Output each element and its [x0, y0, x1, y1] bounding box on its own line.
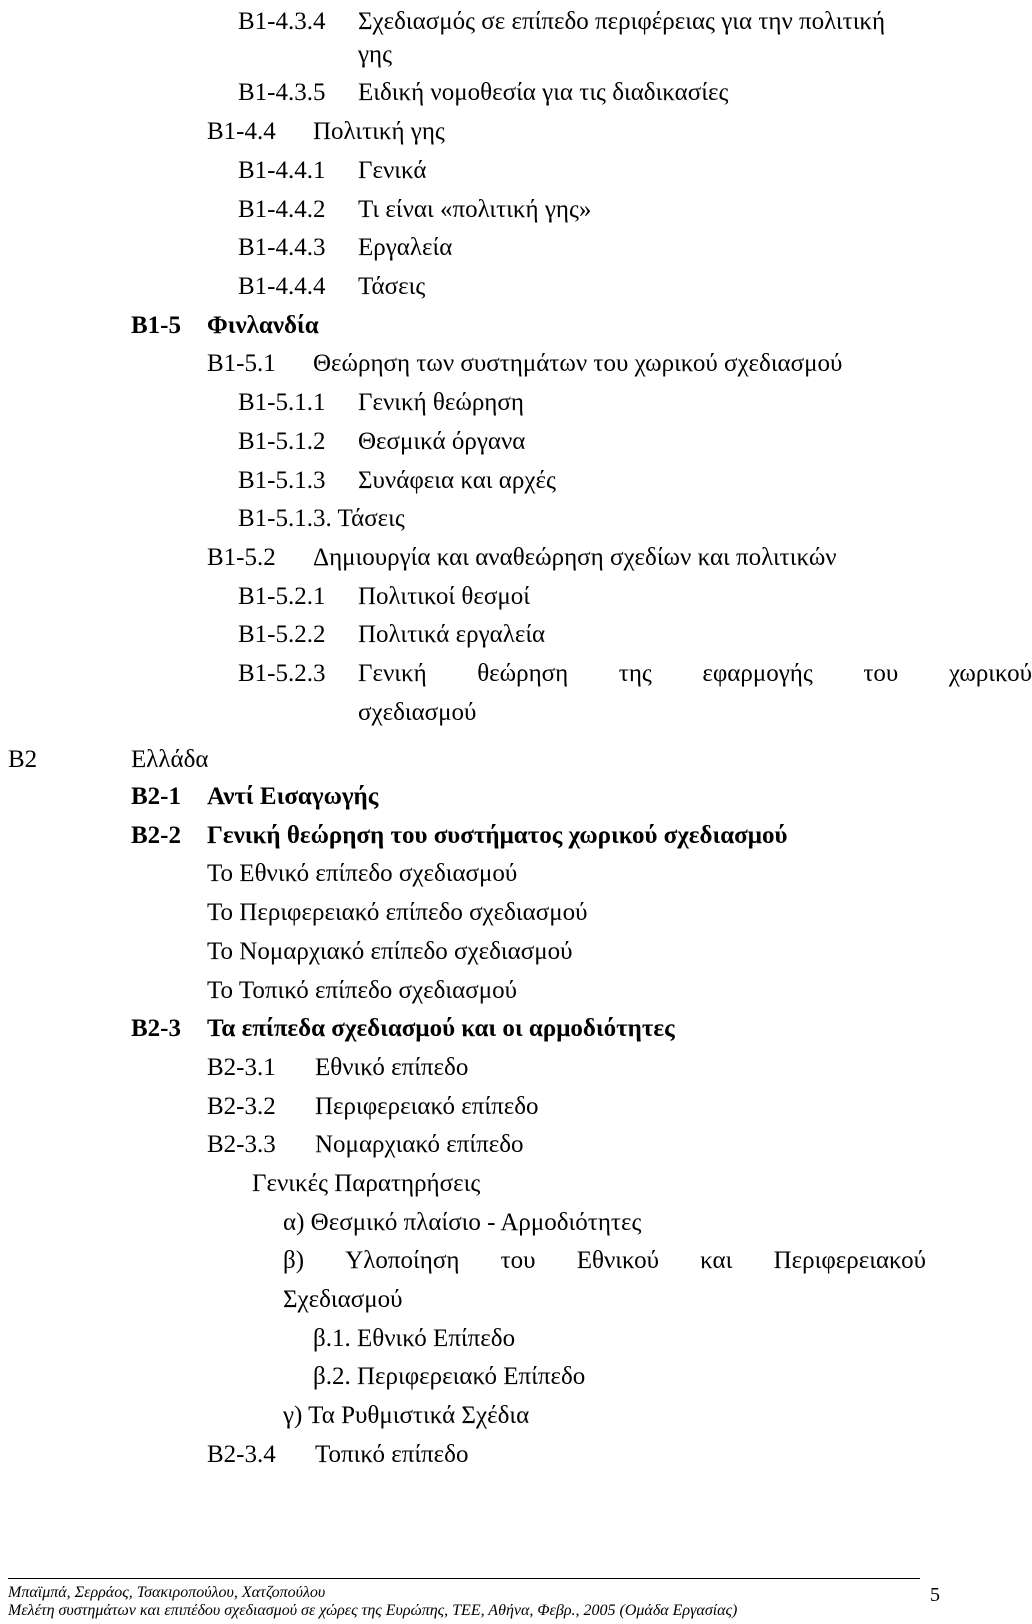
toc-section: [0, 816, 960, 856]
toc-entry: [0, 1241, 960, 1281]
toc-word: Υλοποίηση: [345, 1247, 460, 1274]
toc-code: Β1-4.4.1: [238, 157, 326, 184]
toc-code: Β1-5.1.2: [238, 428, 326, 455]
toc-title: Β1-5.1.3. Τάσεις: [238, 505, 405, 532]
toc-title: Νομαρχιακό επίπεδο: [315, 1131, 524, 1158]
toc-code: Β1-4.4.4: [238, 273, 326, 300]
toc-entry-continuation: [0, 35, 960, 75]
toc-title: Φινλανδία: [207, 312, 319, 339]
toc-section: [0, 306, 960, 346]
toc-entry: [0, 1125, 960, 1165]
toc-word: β): [283, 1247, 305, 1274]
toc-word: χωρικού: [948, 660, 1032, 687]
toc-section: [0, 1009, 960, 1049]
toc-code: Β2-2: [131, 822, 181, 849]
toc-title: γης: [358, 41, 393, 68]
toc-code: Β1-5.2: [207, 544, 276, 571]
toc-entry: [0, 615, 960, 655]
toc-title: Εργαλεία: [358, 234, 453, 261]
toc-entry: [0, 854, 960, 894]
toc-entry: [0, 73, 960, 113]
toc-title: Σχεδιασμού: [283, 1286, 403, 1313]
toc-entry: [0, 267, 960, 307]
toc-entry: [0, 1319, 960, 1359]
toc-entry: [0, 383, 960, 423]
toc-title: Τοπικό επίπεδο: [315, 1441, 469, 1468]
toc-code: Β1-4.3.4: [238, 8, 326, 35]
toc-code: Β2-3.1: [207, 1054, 276, 1081]
toc-title: Εθνικό επίπεδο: [315, 1054, 469, 1081]
toc-chapter: [0, 740, 960, 780]
toc-entry: [0, 112, 960, 152]
toc-title: Τα επίπεδα σχεδιασμού και οι αρμοδιότητες: [207, 1015, 675, 1042]
toc-title: Συνάφεια και αρχές: [358, 467, 556, 494]
toc-title: Γενική θεώρηση: [358, 389, 524, 416]
toc-title: Τι είναι «πολιτική γης»: [358, 196, 592, 223]
toc-title: Τάσεις: [358, 273, 426, 300]
toc-entry: [0, 190, 960, 230]
toc-title: Το Τοπικό επίπεδο σχεδιασμού: [207, 977, 517, 1004]
toc-entry: [0, 1396, 960, 1436]
toc-code: Β1-4.4: [207, 118, 276, 145]
toc-entry: [0, 1435, 960, 1475]
toc-word: εφαρμογής: [702, 660, 813, 687]
toc-title: Το Νομαρχιακό επίπεδο σχεδιασμού: [207, 938, 573, 965]
toc-code: Β2-3.3: [207, 1131, 276, 1158]
toc-word: του: [863, 660, 899, 687]
toc-entry: [0, 1203, 960, 1243]
toc-title: Το Εθνικό επίπεδο σχεδιασμού: [207, 860, 518, 887]
toc-entry: [0, 499, 960, 539]
toc-code: Β2-3: [131, 1015, 181, 1042]
toc-entry: [0, 1087, 960, 1127]
toc-code: Β1-5.2.3: [238, 660, 326, 687]
toc-title: Πολιτική γης: [313, 118, 445, 145]
footer-citation: Μελέτη συστημάτων και επιπέδου σχεδιασμού σε χώρες της Ευρώπης, ΤΕΕ, Αθήνα, Φεβρ., 2005 (Ομάδα Εργασίας): [8, 1602, 738, 1619]
toc-entry: [0, 932, 960, 972]
toc-code: Β1-5.2.1: [238, 583, 326, 610]
toc-entry: [0, 461, 960, 501]
toc-title-justified: [358, 654, 1032, 694]
toc-title: Αντί Εισαγωγής: [207, 783, 379, 810]
toc-entry: [0, 654, 1032, 694]
toc-word: και: [700, 1247, 733, 1274]
toc-word: της: [618, 660, 652, 687]
toc-title: Ελλάδα: [131, 746, 209, 773]
toc-title: Πολιτικοί θεσμοί: [358, 583, 530, 610]
toc-title: Δημιουργία και αναθεώρηση σχεδίων και πολιτικών: [313, 544, 837, 571]
toc-code: Β2: [8, 746, 38, 773]
toc-code: Β1-4.4.3: [238, 234, 326, 261]
toc-entry: [0, 1357, 960, 1397]
toc-word: Γενική: [358, 660, 427, 687]
toc-title: Ειδική νομοθεσία για τις διαδικασίες: [358, 79, 729, 106]
toc-code: Β1-4.3.5: [238, 79, 326, 106]
footer-authors: Μπαϊμπά, Σερράος, Τσακιροπούλου, Χατζοπούλου: [8, 1584, 326, 1601]
footer-divider: [8, 1578, 920, 1579]
toc-entry: [0, 228, 960, 268]
toc-entry: [0, 1048, 960, 1088]
toc-word: θεώρηση: [477, 660, 569, 687]
toc-title: Πολιτικά εργαλεία: [358, 621, 546, 648]
toc-title: α) Θεσμικό πλαίσιο - Αρμοδιότητες: [283, 1209, 642, 1236]
toc-code: Β1-5.1.3: [238, 467, 326, 494]
toc-entry-continuation: [0, 1280, 960, 1320]
toc-title: Γενικά: [358, 157, 427, 184]
toc-word: Εθνικού: [576, 1247, 659, 1274]
toc-code: Β2-1: [131, 783, 181, 810]
toc-title: Γενική θεώρηση του συστήματος χωρικού σχεδιασμού: [207, 822, 788, 849]
toc-entry-continuation: [0, 693, 960, 733]
toc-title: Θεώρηση των συστημάτων του χωρικού σχεδιασμού: [313, 350, 843, 377]
toc-entry: [0, 1164, 960, 1204]
toc-code: Β1-5.1.1: [238, 389, 326, 416]
toc-title: β.1. Εθνικό Επίπεδο: [313, 1325, 516, 1352]
toc-code: Β1-5: [131, 312, 181, 339]
toc-entry: [0, 971, 960, 1011]
toc-title: Σχεδιασμός σε επίπεδο περιφέρειας για την πολιτική: [358, 8, 886, 35]
toc-word: του: [500, 1247, 536, 1274]
toc-title: γ) Τα Ρυθμιστικά Σχέδια: [283, 1402, 530, 1429]
toc-word: Περιφερειακού: [773, 1247, 926, 1274]
toc-section: [0, 777, 960, 817]
toc-title: Περιφερειακό επίπεδο: [315, 1093, 539, 1120]
toc-code: Β2-3.4: [207, 1441, 276, 1468]
toc-entry: [0, 577, 960, 617]
toc-title: Γενικές Παρατηρήσεις: [252, 1170, 481, 1197]
toc-code: Β2-3.2: [207, 1093, 276, 1120]
toc-title: β.2. Περιφερειακό Επίπεδο: [313, 1363, 586, 1390]
toc-code: Β1-5.2.2: [238, 621, 326, 648]
toc-entry: [0, 422, 960, 462]
toc-title: Θεσμικά όργανα: [358, 428, 526, 455]
toc-entry: [0, 538, 960, 578]
toc-entry: [0, 344, 960, 384]
toc-title: σχεδιασμού: [358, 699, 477, 726]
toc-title: Το Περιφερειακό επίπεδο σχεδιασμού: [207, 899, 588, 926]
page-number: 5: [930, 1584, 940, 1606]
toc-entry: [0, 151, 960, 191]
toc-code: Β1-5.1: [207, 350, 276, 377]
toc-entry: [0, 893, 960, 933]
toc-title-justified: [283, 1241, 926, 1281]
toc-code: Β1-4.4.2: [238, 196, 326, 223]
